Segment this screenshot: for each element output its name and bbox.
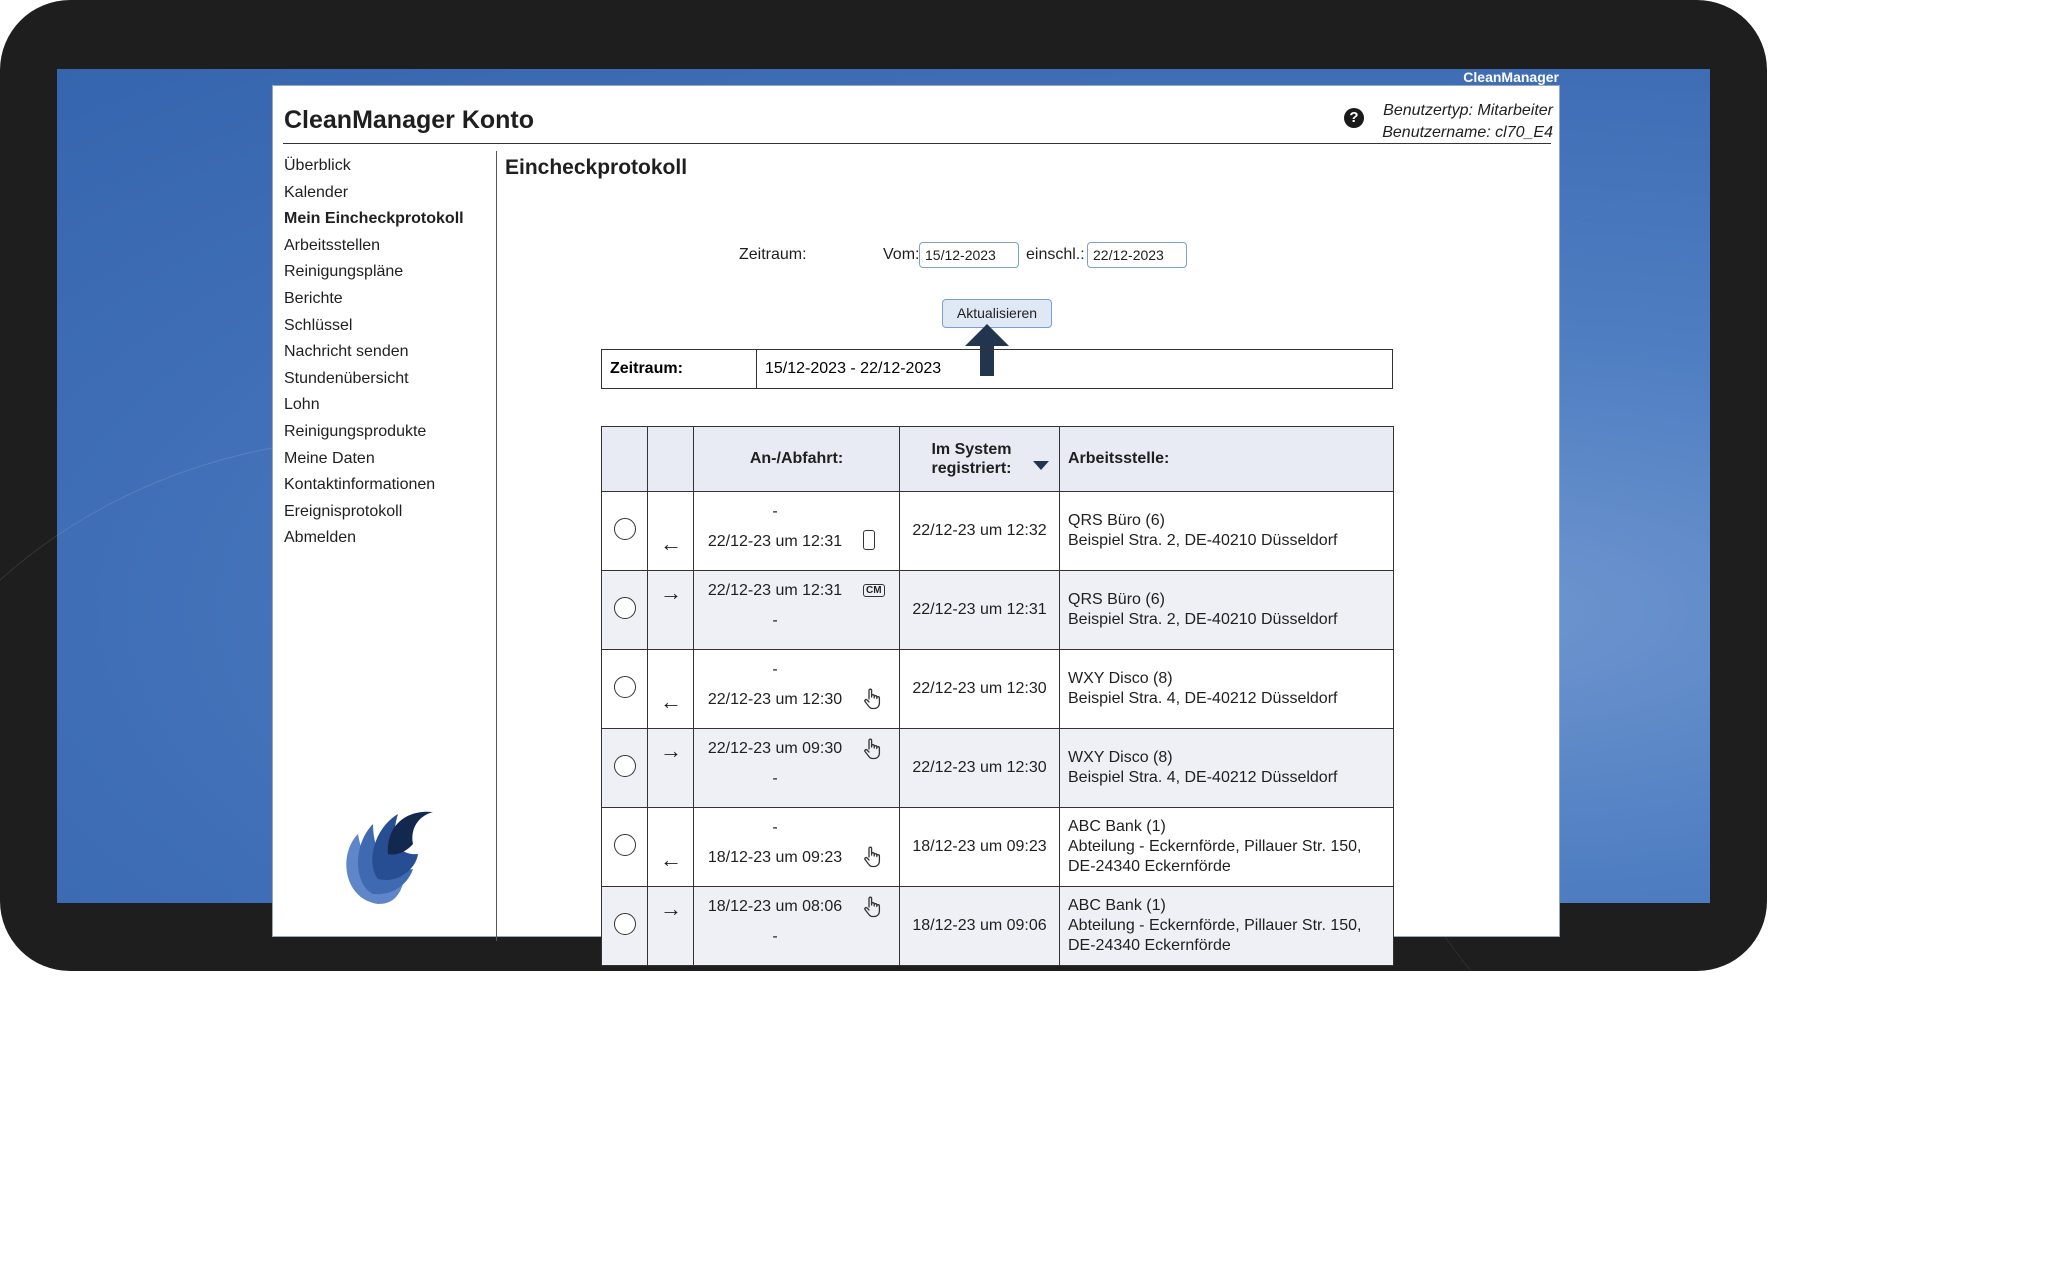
hand-icon [863, 846, 881, 868]
cleanmanager-logo-icon [318, 774, 458, 914]
nav-item-reinigungsplaene[interactable]: Reinigungspläne [284, 263, 404, 281]
row-radio-button[interactable] [614, 913, 636, 935]
time-bottom: 22/12-23 um 12:30 [707, 691, 843, 708]
nav-item-reinigungsprodukte[interactable]: Reinigungsprodukte [284, 422, 427, 440]
direction-cell [648, 650, 694, 729]
time-cell [694, 729, 900, 808]
direction-cell [648, 492, 694, 571]
location-line: DE-24340 Eckernförde [1068, 937, 1231, 954]
location-line: Abteilung - Eckernförde, Pillauer Str. 150, [1068, 917, 1362, 934]
einschl-label: einschl.: [1026, 246, 1085, 263]
table-row[interactable] [602, 887, 1394, 966]
system-time-cell: 18/12-23 um 09:06 [900, 887, 1060, 966]
direction-cell [648, 571, 694, 650]
sort-down-icon[interactable] [1033, 461, 1049, 471]
cm-icon: CM [863, 584, 885, 597]
sidebar-nav [284, 153, 484, 552]
header-system[interactable] [900, 427, 1060, 492]
time-bottom: - [772, 612, 778, 629]
nav-item-schluessel[interactable]: Schlüssel [284, 316, 353, 334]
time-bottom: 22/12-23 um 12:31 [707, 533, 843, 550]
location-line: ABC Bank (1) [1068, 897, 1166, 914]
nav-item-abmelden[interactable]: Abmelden [284, 529, 357, 547]
arrow-right-icon: → [660, 896, 682, 921]
nav-item-berichte[interactable]: Berichte [284, 289, 343, 307]
app-window [272, 85, 1560, 954]
time-bottom: - [772, 770, 778, 787]
nav-item-kalender[interactable]: Kalender [284, 183, 349, 201]
location-line: Beispiel Stra. 4, DE-40212 Düsseldorf [1068, 769, 1338, 786]
vom-label: Vom: [883, 246, 920, 263]
header-system-line2: registriert: [931, 460, 1012, 477]
time-top: - [772, 503, 778, 520]
table-row[interactable] [602, 729, 1394, 808]
location-line: Abteilung - Eckernförde, Pillauer Str. 150, [1068, 838, 1362, 855]
location-cell [1060, 571, 1394, 650]
location-line: WXY Disco (8) [1068, 670, 1173, 687]
table-row[interactable] [602, 650, 1394, 729]
zeitraum-label: Zeitraum: [739, 246, 807, 263]
time-top: - [772, 661, 778, 678]
time-cell [694, 492, 900, 571]
nav-item-meine-daten[interactable]: Meine Daten [284, 449, 375, 467]
row-select-cell [602, 650, 648, 729]
nav-item-ereignisprotokoll[interactable]: Ereignisprotokoll [284, 502, 403, 520]
vom-date-input[interactable] [919, 242, 1019, 268]
row-radio-button[interactable] [614, 676, 636, 698]
time-cell [694, 650, 900, 729]
row-radio-button[interactable] [614, 518, 636, 540]
nav-item-arbeitsstellen[interactable]: Arbeitsstellen [284, 236, 381, 254]
header-system-line1: Im System [931, 441, 1012, 458]
row-select-cell [602, 729, 648, 808]
system-time-cell: 22/12-23 um 12:30 [900, 650, 1060, 729]
aktualisieren-button[interactable]: Aktualisieren [942, 299, 1052, 328]
hand-icon [863, 738, 881, 760]
location-line: Beispiel Stra. 4, DE-40212 Düsseldorf [1068, 690, 1338, 707]
row-radio-button[interactable] [614, 755, 636, 777]
hand-icon [863, 688, 881, 710]
location-line: QRS Büro (6) [1068, 512, 1165, 529]
time-cell [694, 808, 900, 887]
hand-icon [863, 896, 881, 918]
system-time-cell: 22/12-23 um 12:31 [900, 571, 1060, 650]
location-line: WXY Disco (8) [1068, 749, 1173, 766]
summary-value: 15/12-2023 - 22/12-2023 [765, 360, 942, 377]
page-title: Eincheckprotokoll [505, 156, 688, 179]
time-cell [694, 571, 900, 650]
time-top: 18/12-23 um 08:06 [707, 898, 843, 915]
nav-item-nachricht-senden[interactable]: Nachricht senden [284, 343, 409, 361]
arrow-left-icon: ← [660, 531, 682, 556]
system-time-cell: 22/12-23 um 12:32 [900, 492, 1060, 571]
location-cell [1060, 729, 1394, 808]
header-time[interactable]: An-/Abfahrt: [694, 427, 900, 492]
user-info [1382, 100, 1553, 144]
table-row[interactable] [602, 571, 1394, 650]
time-bottom: - [772, 928, 778, 945]
direction-cell [648, 729, 694, 808]
user-type: Benutzertyp: Mitarbeiter [1383, 102, 1553, 119]
direction-cell [648, 887, 694, 966]
location-line: Beispiel Stra. 2, DE-40210 Düsseldorf [1068, 611, 1338, 628]
location-line: ABC Bank (1) [1068, 818, 1166, 835]
row-select-cell [602, 808, 648, 887]
nav-item-lohn[interactable]: Lohn [284, 396, 320, 414]
time-top: 22/12-23 um 09:30 [707, 740, 843, 757]
main-content [497, 144, 1557, 954]
direction-cell [648, 808, 694, 887]
header-select [602, 427, 648, 492]
location-cell [1060, 492, 1394, 571]
location-cell [1060, 808, 1394, 887]
row-radio-button[interactable] [614, 834, 636, 856]
table-row[interactable] [602, 492, 1394, 571]
location-line: Beispiel Stra. 2, DE-40210 Düsseldorf [1068, 532, 1338, 549]
row-select-cell [602, 887, 648, 966]
row-select-cell [602, 492, 648, 571]
row-radio-button[interactable] [614, 597, 636, 619]
time-top: 22/12-23 um 12:31 [707, 582, 843, 599]
summary-label: Zeitraum: [602, 350, 757, 388]
phone-icon [863, 530, 875, 550]
app-title: CleanManager Konto [284, 106, 535, 134]
time-cell [694, 887, 900, 966]
system-time-cell: 22/12-23 um 12:30 [900, 729, 1060, 808]
table-row[interactable] [602, 808, 1394, 887]
help-icon[interactable]: ? [1344, 108, 1364, 128]
einschl-date-input[interactable] [1087, 242, 1187, 268]
arrow-right-icon: → [660, 738, 682, 763]
time-top: - [772, 819, 778, 836]
desktop-background [57, 69, 1710, 954]
user-name: Benutzername: cl70_E4 [1382, 124, 1553, 141]
header-direction [648, 427, 694, 492]
header-location[interactable]: Arbeitsstelle: [1060, 427, 1394, 492]
system-time-cell: 18/12-23 um 09:23 [900, 808, 1060, 887]
checkin-table [601, 426, 1394, 966]
nav-item-eincheckprotokoll[interactable]: Mein Eincheckprotokoll [284, 210, 464, 228]
location-line: QRS Büro (6) [1068, 591, 1165, 608]
location-cell [1060, 650, 1394, 729]
arrow-left-icon: ← [660, 847, 682, 872]
nav-item-kontaktinformationen[interactable]: Kontaktinformationen [284, 476, 436, 494]
arrow-right-icon: → [660, 580, 682, 605]
arrow-left-icon: ← [660, 689, 682, 714]
nav-item-ueberblick[interactable]: Überblick [284, 157, 351, 174]
period-summary [601, 349, 1393, 389]
nav-item-stundenuebersicht[interactable]: Stundenübersicht [284, 369, 409, 387]
row-select-cell [602, 571, 648, 650]
location-cell [1060, 887, 1394, 966]
location-line: DE-24340 Eckernförde [1068, 858, 1231, 875]
time-bottom: 18/12-23 um 09:23 [707, 849, 843, 866]
brand-label: CleanManager [1463, 69, 1559, 85]
